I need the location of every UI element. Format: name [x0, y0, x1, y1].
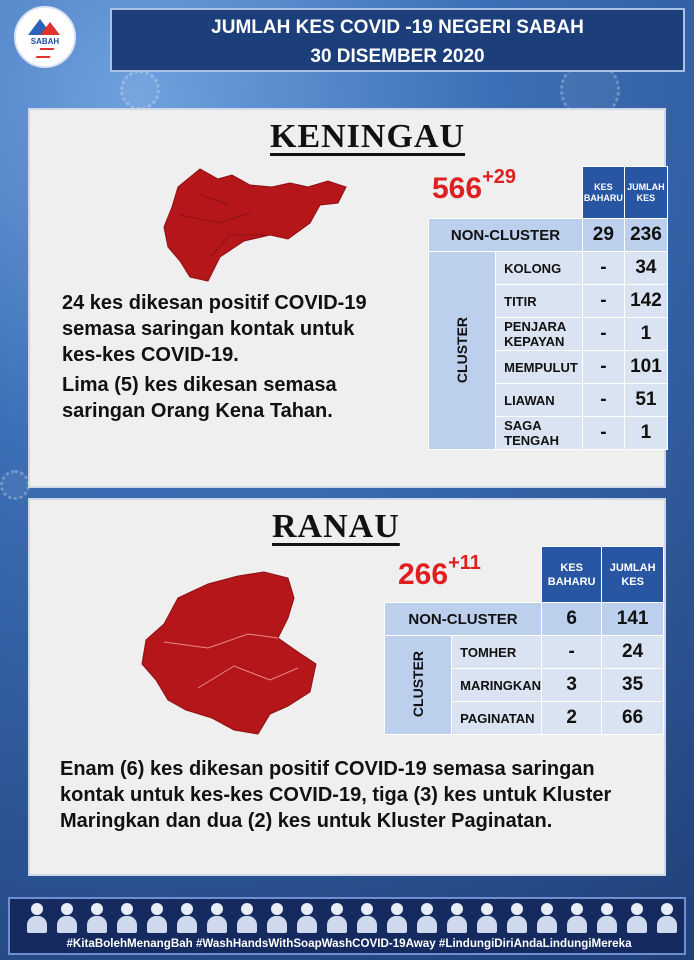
table-row-total: 24 — [602, 636, 664, 669]
people-icons — [24, 903, 680, 933]
table-row-total: 35 — [602, 669, 664, 702]
table-row-new: 2 — [542, 702, 602, 735]
person-icon — [324, 903, 350, 933]
table-row-name: MARINGKAN — [452, 669, 542, 702]
ranau-panel — [28, 498, 666, 876]
table-row-total: 101 — [624, 351, 667, 384]
person-icon — [594, 903, 620, 933]
col-header-new: KES BAHARU — [542, 547, 602, 603]
ranau-table — [384, 546, 664, 735]
total-value: 266 — [398, 558, 449, 591]
table-row-name: SAGA TENGAH — [496, 417, 583, 450]
non-cluster-total: 236 — [624, 219, 667, 252]
person-icon — [204, 903, 230, 933]
keningau-table — [428, 166, 668, 450]
table-row-total: 66 — [602, 702, 664, 735]
person-icon — [384, 903, 410, 933]
cluster-label: CLUSTER — [429, 252, 496, 450]
person-icon — [534, 903, 560, 933]
person-icon — [264, 903, 290, 933]
sabah-logo — [14, 6, 76, 68]
person-icon — [624, 903, 650, 933]
table-row-new: - — [582, 417, 624, 450]
table-row-new: - — [582, 285, 624, 318]
person-icon — [444, 903, 470, 933]
table-row-new: - — [582, 252, 624, 285]
new-increment: +11 — [448, 552, 481, 574]
non-cluster-label: NON-CLUSTER — [429, 219, 583, 252]
table-row-total: 1 — [624, 318, 667, 351]
person-icon — [84, 903, 110, 933]
person-icon — [354, 903, 380, 933]
person-icon — [234, 903, 260, 933]
table-row-new: - — [542, 636, 602, 669]
table-row-name: PENJARA KEPAYAN — [496, 318, 583, 351]
person-icon — [144, 903, 170, 933]
footer-banner — [8, 897, 686, 955]
person-icon — [564, 903, 590, 933]
table-row-new: 3 — [542, 669, 602, 702]
table-row-name: TOMHER — [452, 636, 542, 669]
table-row-total: 1 — [624, 417, 667, 450]
table-row-name: LIAWAN — [496, 384, 583, 417]
total-value: 566 — [432, 172, 483, 205]
person-icon — [414, 903, 440, 933]
person-icon — [654, 903, 680, 933]
non-cluster-total: 141 — [602, 603, 664, 636]
description-paragraph: 24 kes dikesan positif COVID-19 semasa saringan kontak untuk kes-kes COVID-19. — [62, 292, 367, 366]
table-row-name: MEMPULUT — [496, 351, 583, 384]
table-row-name: TITIR — [496, 285, 583, 318]
table-row-new: - — [582, 318, 624, 351]
header-date: 30 DISEMBER 2020 — [310, 46, 485, 67]
virus-decoration-icon — [0, 470, 30, 500]
new-increment: +29 — [482, 166, 516, 188]
header-title: JUMLAH KES COVID -19 NEGERI SABAH — [211, 17, 584, 38]
person-icon — [504, 903, 530, 933]
person-icon — [174, 903, 200, 933]
person-icon — [24, 903, 50, 933]
hashtags: #KitaBolehMenangBah #WashHandsWithSoapWashCOVID-19Away #LindungiDiriAndaLindungiMereka — [66, 937, 632, 950]
keningau-panel — [28, 108, 666, 488]
col-header-total: JUMLAH KES — [602, 547, 664, 603]
table-row-total: 34 — [624, 252, 667, 285]
col-header-total: JUMLAH KES — [624, 167, 667, 219]
ranau-description: Enam (6) kes dikesan positif COVID-19 semasa saringan kontak untuk kes-kes COVID-19, tiga (3) kes untuk Kluster Maringkan dan dua (2) kes untuk Kluster Paginatan. — [60, 758, 612, 832]
virus-decoration-icon — [120, 70, 160, 110]
ranau-map-icon — [138, 568, 318, 738]
keningau-description — [62, 290, 392, 424]
table-row-new: - — [582, 351, 624, 384]
person-icon — [114, 903, 140, 933]
keningau-map-icon — [160, 165, 360, 285]
table-row-name: KOLONG — [496, 252, 583, 285]
table-row-new: - — [582, 384, 624, 417]
table-row-name: PAGINATAN — [452, 702, 542, 735]
swoosh-icon — [36, 48, 55, 58]
mountain-icon — [26, 17, 64, 35]
col-header-new: KES BAHARU — [582, 167, 624, 219]
person-icon — [54, 903, 80, 933]
cluster-label: CLUSTER — [385, 636, 452, 735]
description-paragraph: Lima (5) kes dikesan semasa saringan Orang Kena Tahan. — [62, 374, 337, 422]
person-icon — [474, 903, 500, 933]
district-title: RANAU — [272, 508, 400, 545]
page-header — [110, 8, 685, 72]
district-title: KENINGAU — [270, 118, 466, 155]
person-icon — [294, 903, 320, 933]
table-row-total: 51 — [624, 384, 667, 417]
logo-text: SABAH — [30, 36, 60, 46]
non-cluster-label: NON-CLUSTER — [385, 603, 542, 636]
table-row-total: 142 — [624, 285, 667, 318]
non-cluster-new: 6 — [542, 603, 602, 636]
non-cluster-new: 29 — [582, 219, 624, 252]
